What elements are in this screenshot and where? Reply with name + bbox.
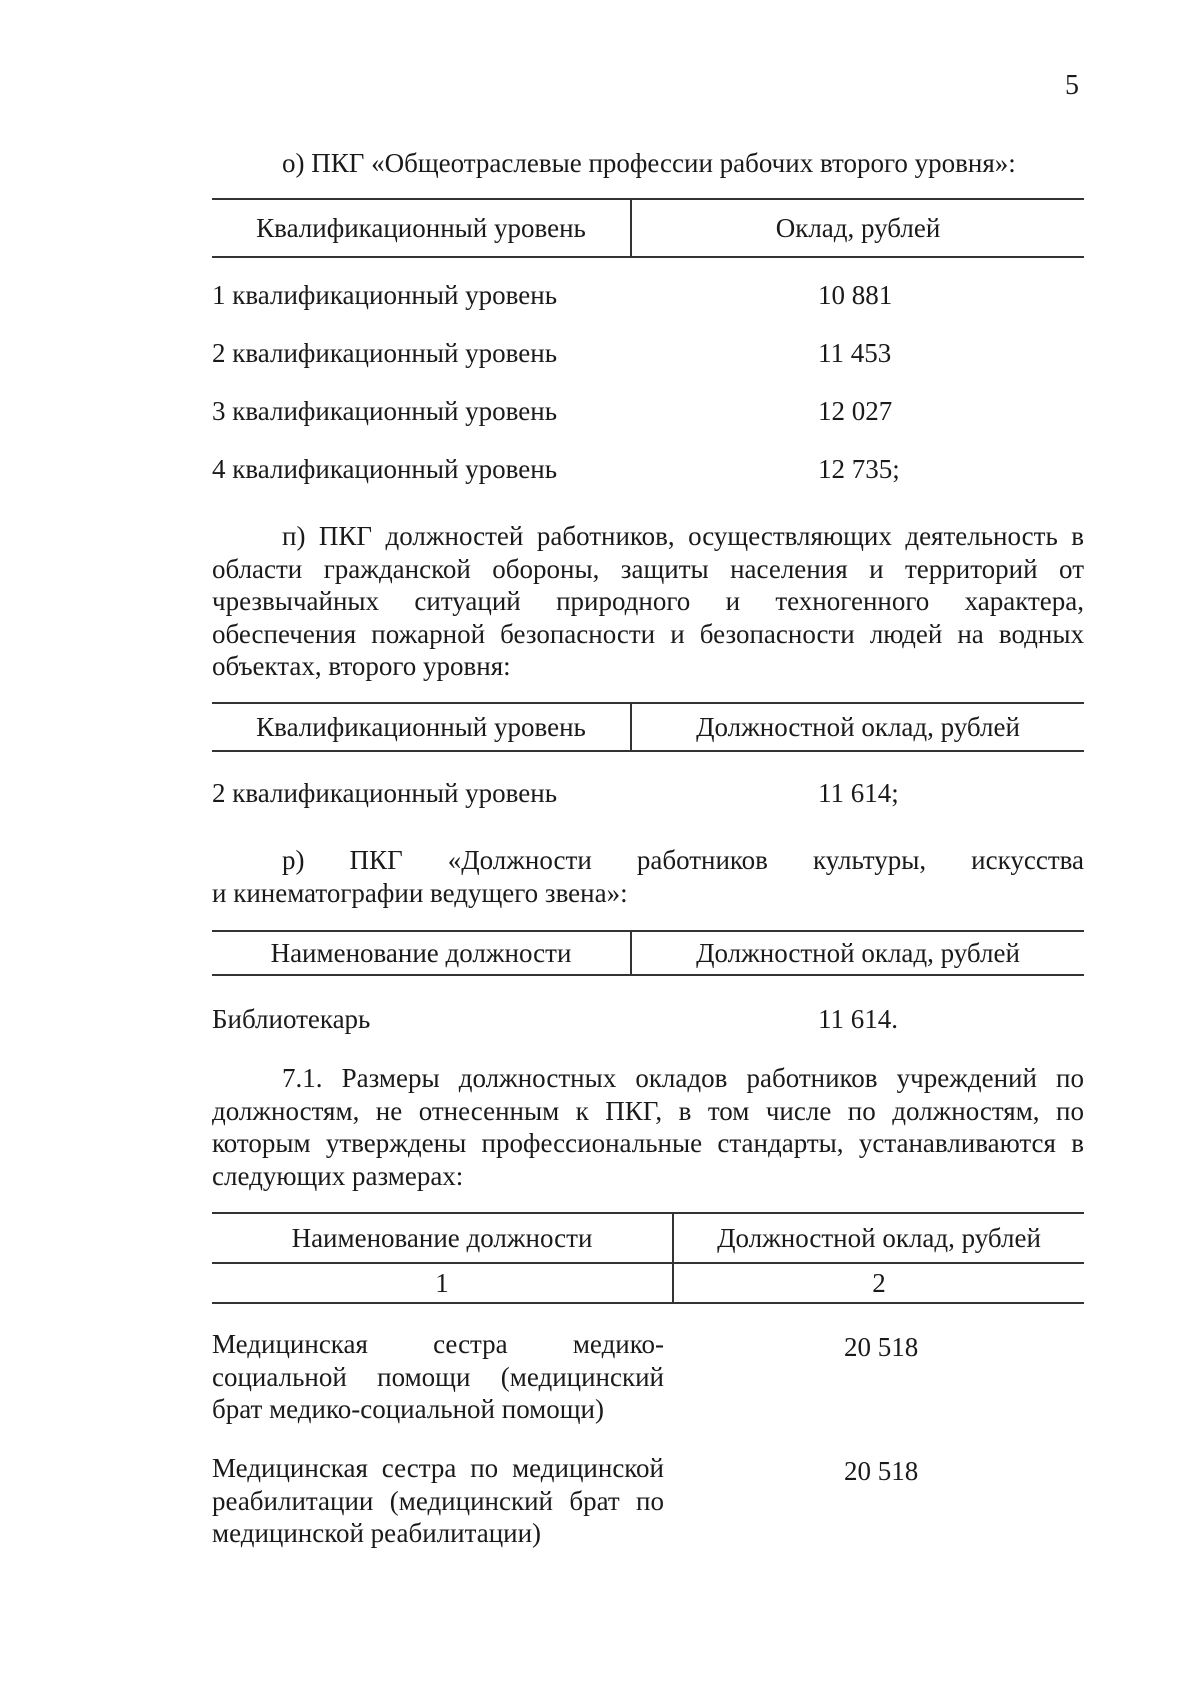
- section-r-line2: и кинематографии ведущего звена»:: [212, 878, 628, 908]
- column-header-salary: Должностной оклад, рублей: [717, 1223, 1041, 1253]
- column-number-1: 1: [212, 1264, 674, 1302]
- column-header-position: Наименование должности: [212, 1214, 674, 1262]
- section-p-paragraph: п) ПКГ должностей работников, осуществляющих деятельность в области гражданской обороны, защиты населения и территорий от чрезвычайных ситуаций природного и техногенного характера, обеспечения пожарной безопасности и безопасности людей на водных объектах, второго уровня:: [212, 521, 1084, 681]
- column-header-level: Квалификационный уровень: [212, 704, 632, 750]
- column-header-salary: Должностной оклад, рублей: [696, 712, 1020, 742]
- section-p-table: Квалификационный уровень Должностной оклад, рублей 2 квалификационный уровень 11 614;: [212, 702, 1084, 812]
- page-number: 5: [1065, 70, 1079, 101]
- column-header-salary: Должностной оклад, рублей: [696, 938, 1020, 968]
- section-o-heading: о) ПКГ «Общеотраслевые профессии рабочих второго уровня»:: [282, 148, 1016, 178]
- section-o-table: Квалификационный уровень Оклад, рублей 1 квалификационный уровень 10 881 2 квалификационный уровень 11 453 3 квалификационный уровень 12 027 4 квалификационный уровень 12 735;: [212, 198, 1084, 488]
- column-header-salary: Оклад, рублей: [775, 213, 941, 243]
- section-r-line1: р) ПКГ «Должности работников культуры, искусства: [282, 845, 1084, 875]
- column-header-position: Наименование должности: [212, 932, 632, 974]
- section-r-table: Наименование должности Должностной оклад, рублей Библиотекарь 11 614.: [212, 930, 1084, 1040]
- column-header-level: Квалификационный уровень: [212, 200, 632, 256]
- column-number-2: 2: [872, 1268, 886, 1298]
- section-71-table: Наименование должности Должностной оклад, рублей 1 2 Медицинская сестра медико-социальной помощи (медицинский брат медико-социальной помощи) 20 518 Медицинская сестра по медицинской реабилитации (медицинский брат по медицинской реабилитации) 20 518: [212, 1212, 1084, 1612]
- section-71-paragraph: 7.1. Размеры должностных окладов работников учреждений по должностям, не отнесенным к ПКГ, в том числе по должностям, по которым утверждены профессиональные стандарты, устанавливаются в следующих размерах:: [212, 1063, 1084, 1191]
